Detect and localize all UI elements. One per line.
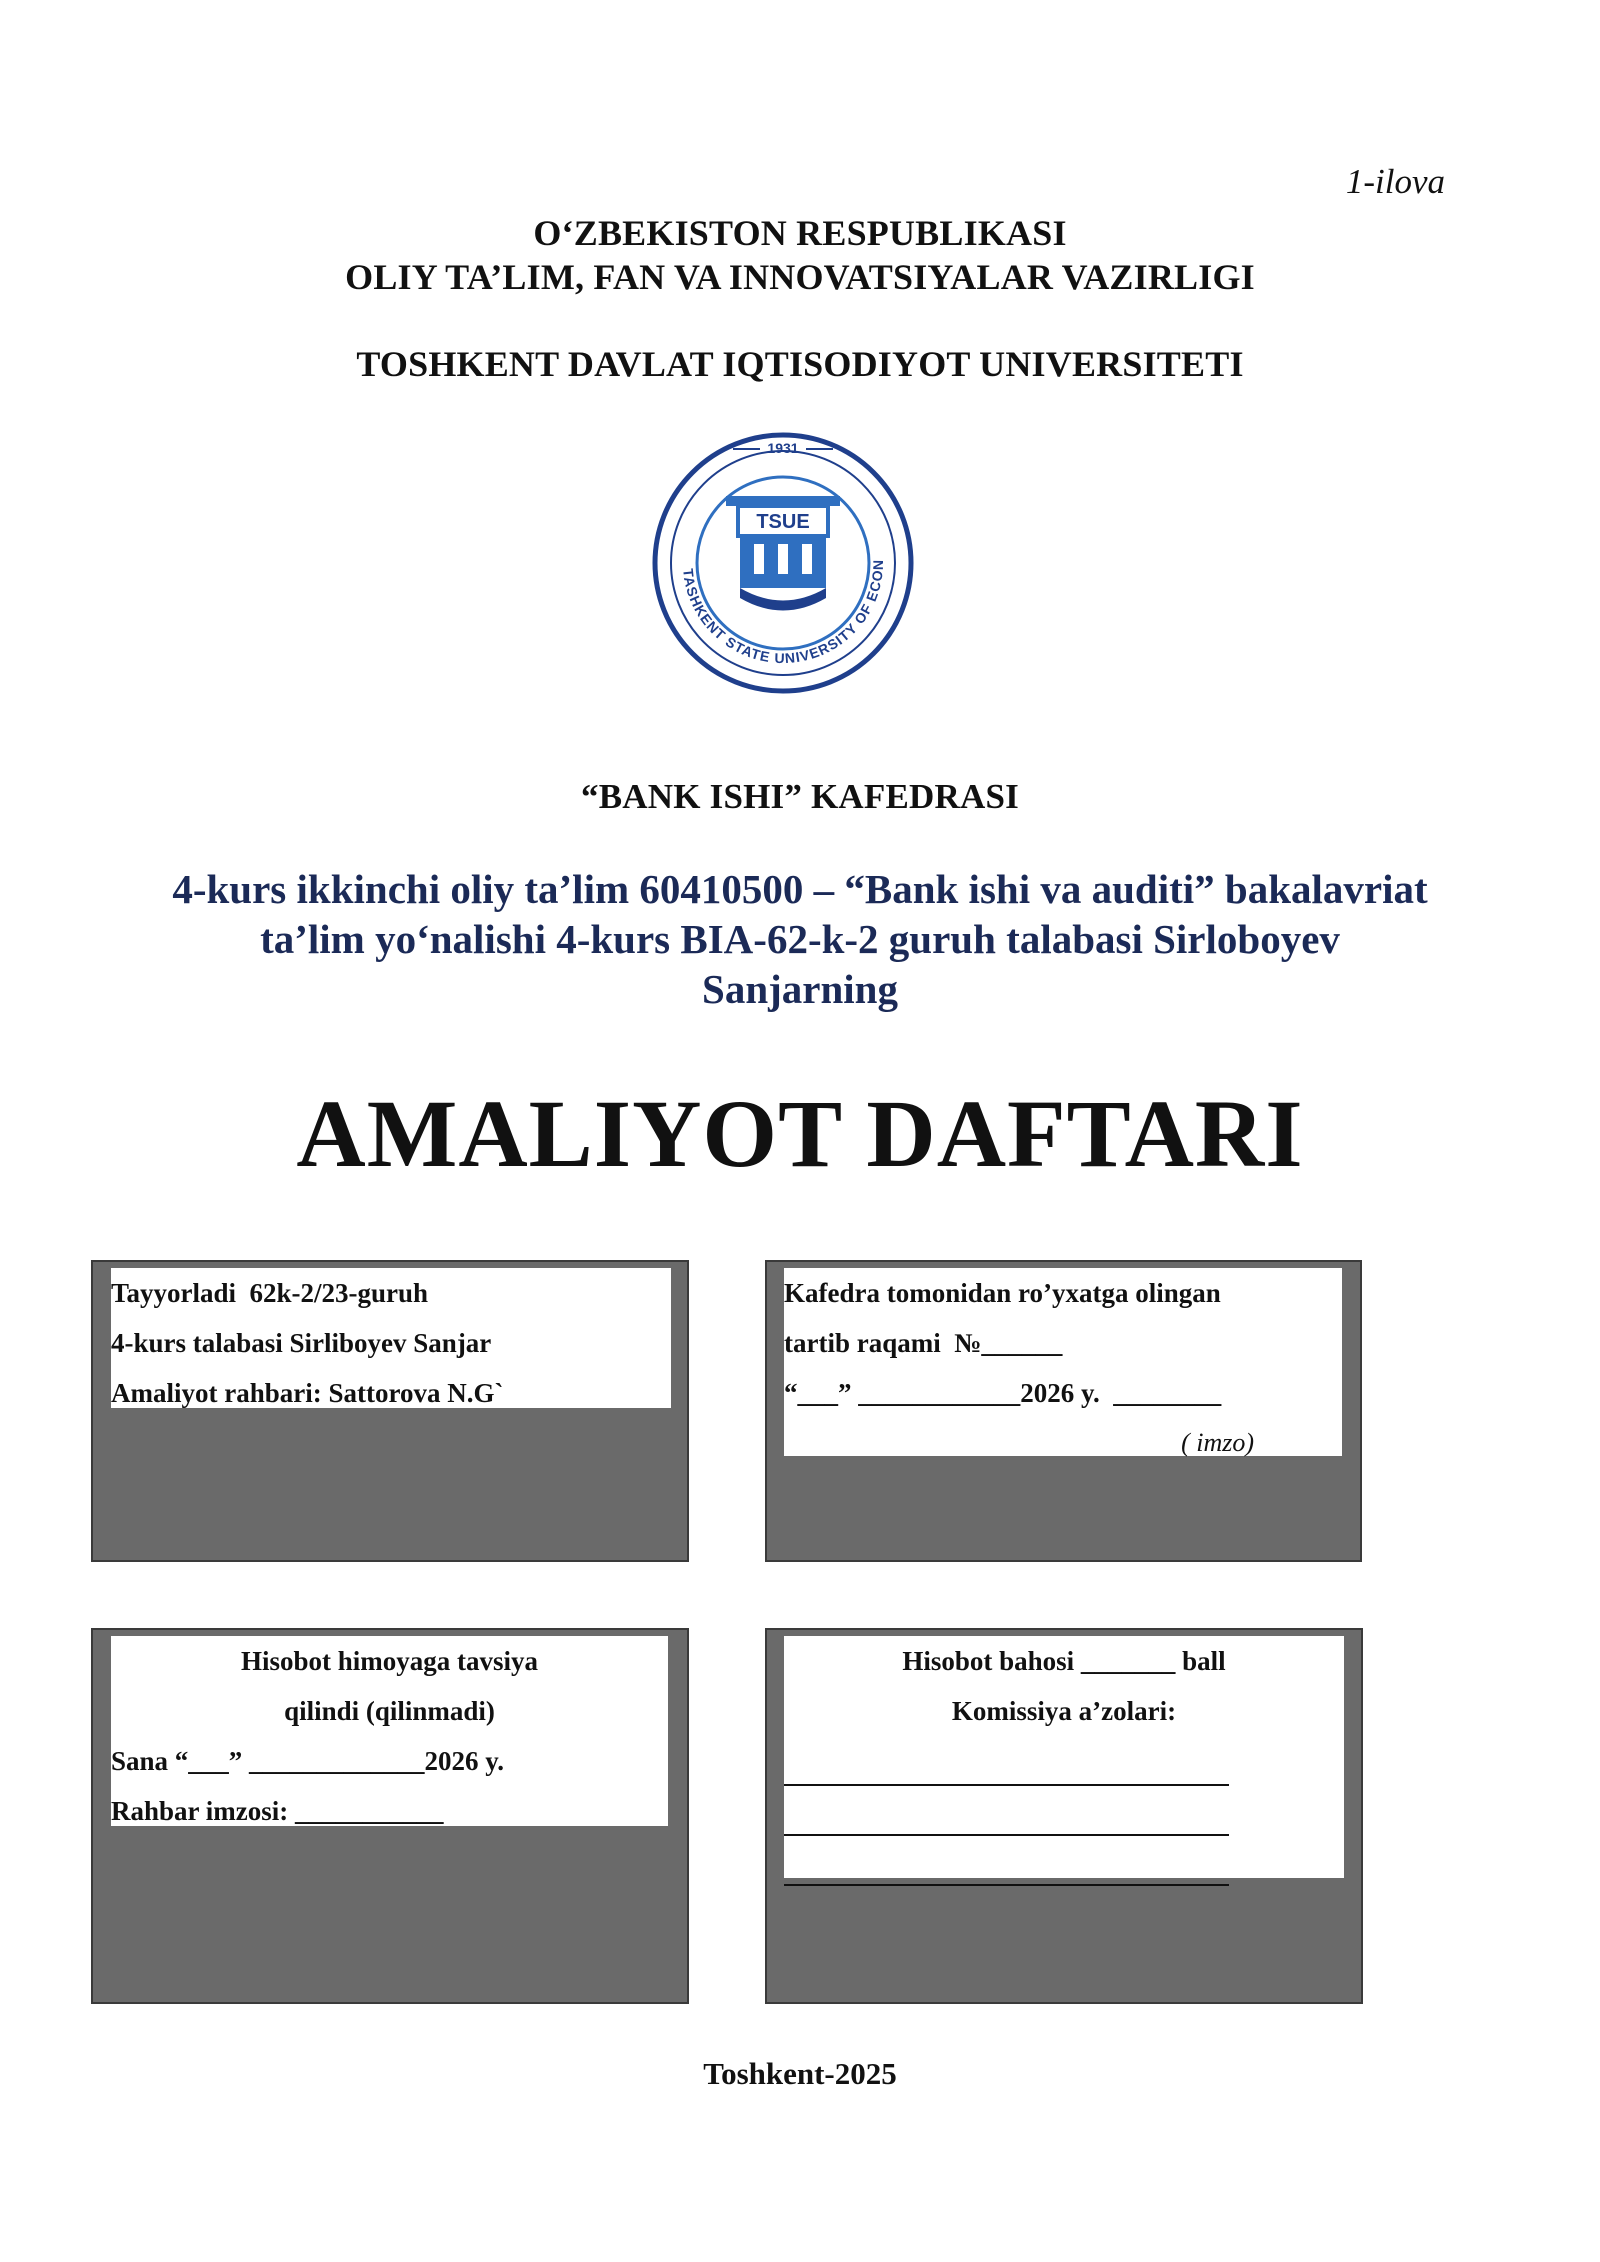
signature-caption: ( imzo): [1181, 1428, 1254, 1457]
logo-year: 1931: [767, 440, 799, 456]
registration-line3: “___” ____________2026 y. ________: [784, 1378, 1222, 1408]
prepared-line1: Tayyorladi 62k-2/23-guruh: [111, 1278, 429, 1308]
subtitle-line2: ta’lim yo‘nalishi 4-kurs BIA-62-k-2 guruh talabasi Sirloboyev: [260, 916, 1340, 962]
subtitle-line3: Sanjarning: [702, 966, 898, 1012]
prepared-line3: Amaliyot rahbari: Sattorova N.G`: [111, 1378, 504, 1408]
university-name: TOSHKENT DAVLAT IQTISODIYOT UNIVERSITETI: [356, 344, 1244, 384]
prepared-line2: 4-kurs talabasi Sirliboyev Sanjar: [111, 1328, 492, 1358]
university-logo: [648, 428, 918, 698]
department-name: “BANK ISHI” KAFEDRASI: [581, 777, 1019, 816]
defense-date: Sana “___” _____________2026 y.: [111, 1746, 505, 1776]
registration-box-content: [784, 1268, 1342, 1456]
defense-line1: Hisobot himoyaga tavsiya: [240, 1646, 539, 1676]
logo-abbr: TSUE: [756, 511, 810, 533]
commission-signature-line: [784, 1736, 1229, 1786]
ministry-line2: OLIY TA’LIM, FAN VA INNOVATSIYALAR VAZIRLIGI: [345, 257, 1255, 297]
registration-line2: tartib raqami №______: [784, 1328, 1063, 1358]
commission-signature-line: [784, 1786, 1229, 1836]
logo-ring-text: TASHKENT STATE UNIVERSITY OF ECON: [680, 558, 887, 667]
grade-box-content: [784, 1636, 1344, 1878]
appendix-label: 1-ilova: [1345, 162, 1445, 201]
commission-signature-line: [784, 1836, 1229, 1886]
prepared-box-content: [111, 1268, 671, 1408]
defense-box-content: [111, 1636, 668, 1826]
place-year: Toshkent-2025: [703, 2056, 897, 2091]
document-title: AMALIYOT DAFTARI: [296, 1080, 1304, 1187]
subtitle-line1: 4-kurs ikkinchi oliy ta’lim 60410500 – “Bank ishi va auditi” bakalavriat: [172, 866, 1428, 912]
grade-line: Hisobot bahosi _______ ball: [902, 1646, 1226, 1676]
registration-line1: Kafedra tomonidan ro’yxatga olingan: [784, 1278, 1221, 1308]
ministry-line1: O‘ZBEKISTON RESPUBLIKASI: [533, 213, 1067, 253]
commission-label: Komissiya a’zolari:: [951, 1696, 1177, 1726]
defense-line2: qilindi (qilinmadi): [284, 1696, 495, 1726]
defense-signature: Rahbar imzosi: ___________: [111, 1796, 444, 1826]
